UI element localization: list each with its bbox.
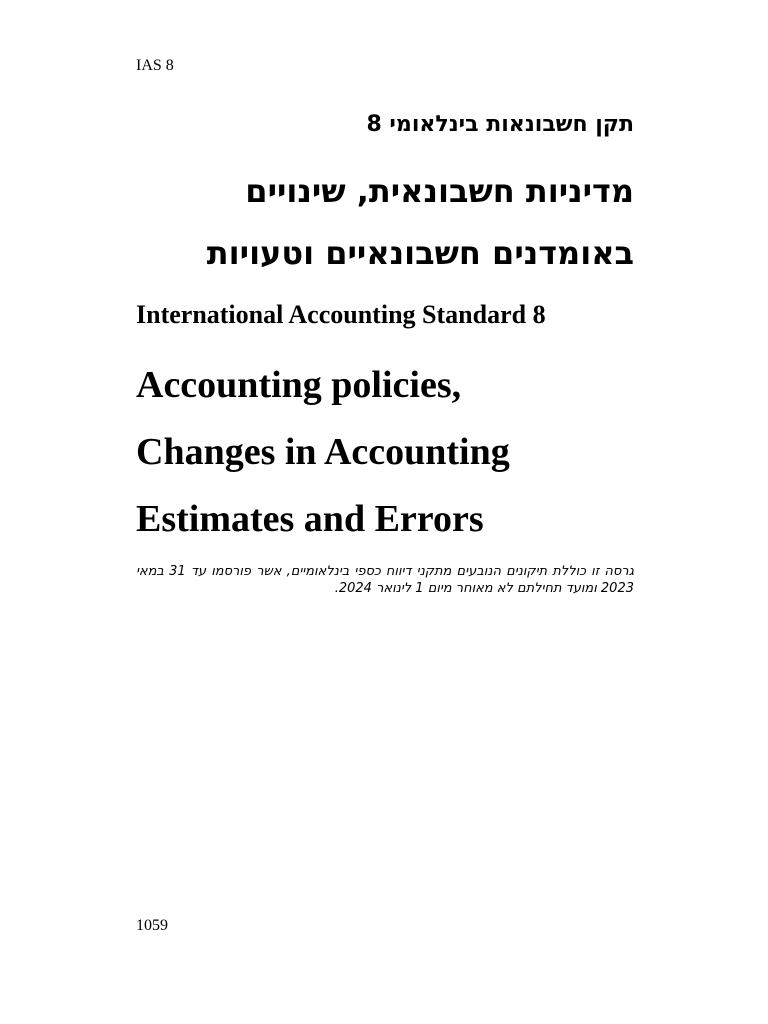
english-title-line: Estimates and Errors [136, 498, 484, 540]
version-note: גרסה זו כוללת תיקונים הנובעים מתקני דיווח כספי בינלאומיים, אשר פורסמו עד 31 במאי 2023 ומועד תחילתם לא מאוחר מיום 1 לינואר 2024. [136, 564, 634, 596]
english-title-line: Accounting policies, [136, 364, 462, 406]
hebrew-title-line: מדיניות חשבונאית, שינויים [245, 172, 634, 210]
hebrew-standard-name: תקן חשבונאות בינלאומי 8 [366, 112, 634, 137]
page-number: 1059 [136, 917, 168, 934]
english-standard-name: International Accounting Standard 8 [136, 300, 546, 329]
english-title-line: Changes in Accounting [136, 431, 510, 473]
hebrew-title-line: באומדנים חשבונאיים וטעויות [206, 234, 634, 272]
standard-code-header: IAS 8 [136, 57, 174, 74]
english-title [136, 352, 510, 553]
hebrew-title [114, 160, 634, 284]
